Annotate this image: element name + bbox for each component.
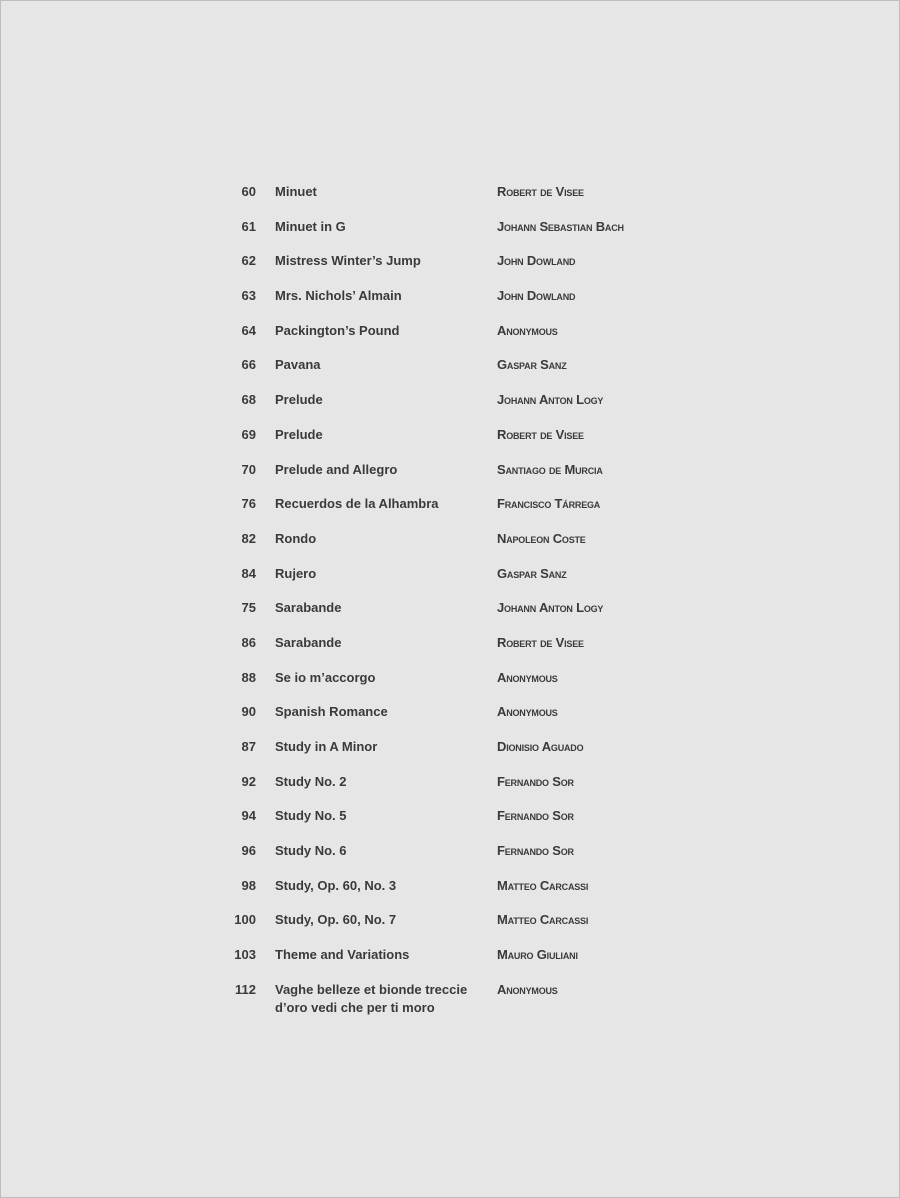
page-number: 76 [241, 496, 256, 512]
piece-title: Recuerdos de la Alhambra [275, 496, 439, 512]
table-of-contents [221, 183, 701, 1025]
piece-title: Study No. 2 [275, 773, 347, 789]
toc-entry [221, 530, 701, 565]
page-number: 103 [234, 947, 256, 963]
piece-title: Minuet [275, 184, 317, 199]
toc-entry [221, 738, 701, 773]
page-number: 69 [241, 426, 256, 442]
composer-name: Johann Sebastian Bach [497, 218, 624, 234]
toc-entry [221, 461, 701, 496]
composer-name: Robert de Visee [497, 634, 584, 650]
toc-entry [221, 322, 701, 357]
toc-entry [221, 391, 701, 426]
page-number: 68 [241, 392, 256, 408]
toc-entry [221, 807, 701, 842]
piece-title: Sarabande [275, 600, 342, 616]
piece-title: Rondo [275, 530, 317, 546]
piece-title: Prelude [275, 392, 323, 408]
composer-name: Santiago de Murcia [497, 461, 603, 477]
piece-title: Pavana [275, 357, 321, 373]
page-number: 96 [241, 843, 256, 859]
composer-name: Anonymous [497, 322, 558, 338]
piece-title: Sarabande [275, 634, 342, 650]
toc-entry [221, 183, 701, 218]
page-number: 60 [241, 184, 256, 199]
composer-name: Robert de Visee [497, 426, 584, 442]
piece-title: Mrs. Nichols’ Almain [275, 288, 402, 304]
composer-name: Fernando Sor [497, 773, 574, 789]
composer-name: Napoleon Coste [497, 530, 586, 546]
composer-name: Matteo Carcassi [497, 912, 589, 928]
composer-name: Gaspar Sanz [497, 565, 567, 581]
piece-title: Study, Op. 60, No. 7 [275, 912, 397, 928]
toc-entry [221, 356, 701, 391]
toc-entry [221, 252, 701, 287]
composer-name: Robert de Visee [497, 184, 584, 199]
toc-entry [221, 287, 701, 322]
toc-entry [221, 599, 701, 634]
piece-title: Se io m’accorgo [275, 669, 376, 685]
composer-name: Anonymous [497, 981, 558, 997]
toc-entry [221, 842, 701, 877]
piece-title: Minuet in G [275, 218, 346, 234]
page-number: 84 [241, 565, 256, 581]
piece-title: Study in A Minor [275, 739, 378, 754]
page-number: 70 [241, 461, 256, 477]
composer-name: Johann Anton Logy [497, 600, 604, 616]
composer-name: Francisco Tárrega [497, 496, 601, 512]
page-number: 98 [241, 877, 256, 893]
page-number: 86 [241, 634, 256, 650]
piece-title: Study No. 6 [275, 843, 347, 859]
toc-entry [221, 703, 701, 738]
toc-entry [221, 565, 701, 600]
piece-title: Spanish Romance [275, 704, 388, 720]
piece-title: Study No. 5 [275, 808, 347, 824]
page-number: 87 [241, 739, 256, 754]
page-number: 92 [241, 773, 256, 789]
toc-entry [221, 495, 701, 530]
composer-name: Matteo Carcassi [497, 877, 589, 893]
composer-name: John Dowland [497, 253, 576, 269]
toc-entry [221, 981, 701, 1025]
toc-entry [221, 773, 701, 808]
page-number: 82 [241, 530, 256, 546]
piece-title: Vaghe belleze et bionde treccie d’oro vedi che per ti moro [275, 981, 468, 1015]
toc-entry [221, 911, 701, 946]
page-number: 88 [241, 669, 256, 685]
composer-name: Fernando Sor [497, 808, 574, 824]
piece-title: Mistress Winter’s Jump [275, 253, 421, 269]
page-number: 66 [241, 357, 256, 373]
piece-title: Packington’s Pound [275, 322, 400, 338]
toc-entry [221, 426, 701, 461]
composer-name: Johann Anton Logy [497, 392, 604, 408]
page-number: 62 [241, 253, 256, 269]
page-number: 100 [234, 912, 256, 928]
composer-name: Gaspar Sanz [497, 357, 567, 373]
page-number: 90 [241, 704, 256, 720]
piece-title: Theme and Variations [275, 947, 410, 963]
composer-name: Anonymous [497, 669, 558, 685]
toc-entry [221, 669, 701, 704]
page-number: 112 [235, 981, 256, 997]
piece-title: Study, Op. 60, No. 3 [275, 877, 397, 893]
piece-title: Rujero [275, 565, 317, 581]
toc-entry [221, 634, 701, 669]
page-number: 75 [241, 600, 256, 616]
toc-entry [221, 218, 701, 253]
composer-name: John Dowland [497, 288, 576, 304]
page-number: 64 [241, 322, 256, 338]
composer-name: Anonymous [497, 704, 558, 720]
composer-name: Fernando Sor [497, 843, 574, 859]
page-number: 61 [241, 218, 256, 234]
toc-entry [221, 946, 701, 981]
page-number: 63 [241, 288, 256, 304]
composer-name: Mauro Giuliani [497, 947, 578, 963]
piece-title: Prelude [275, 426, 323, 442]
piece-title: Prelude and Allegro [275, 461, 398, 477]
page-number: 94 [241, 808, 256, 824]
composer-name: Dionisio Aguado [497, 739, 584, 754]
toc-entry [221, 877, 701, 912]
